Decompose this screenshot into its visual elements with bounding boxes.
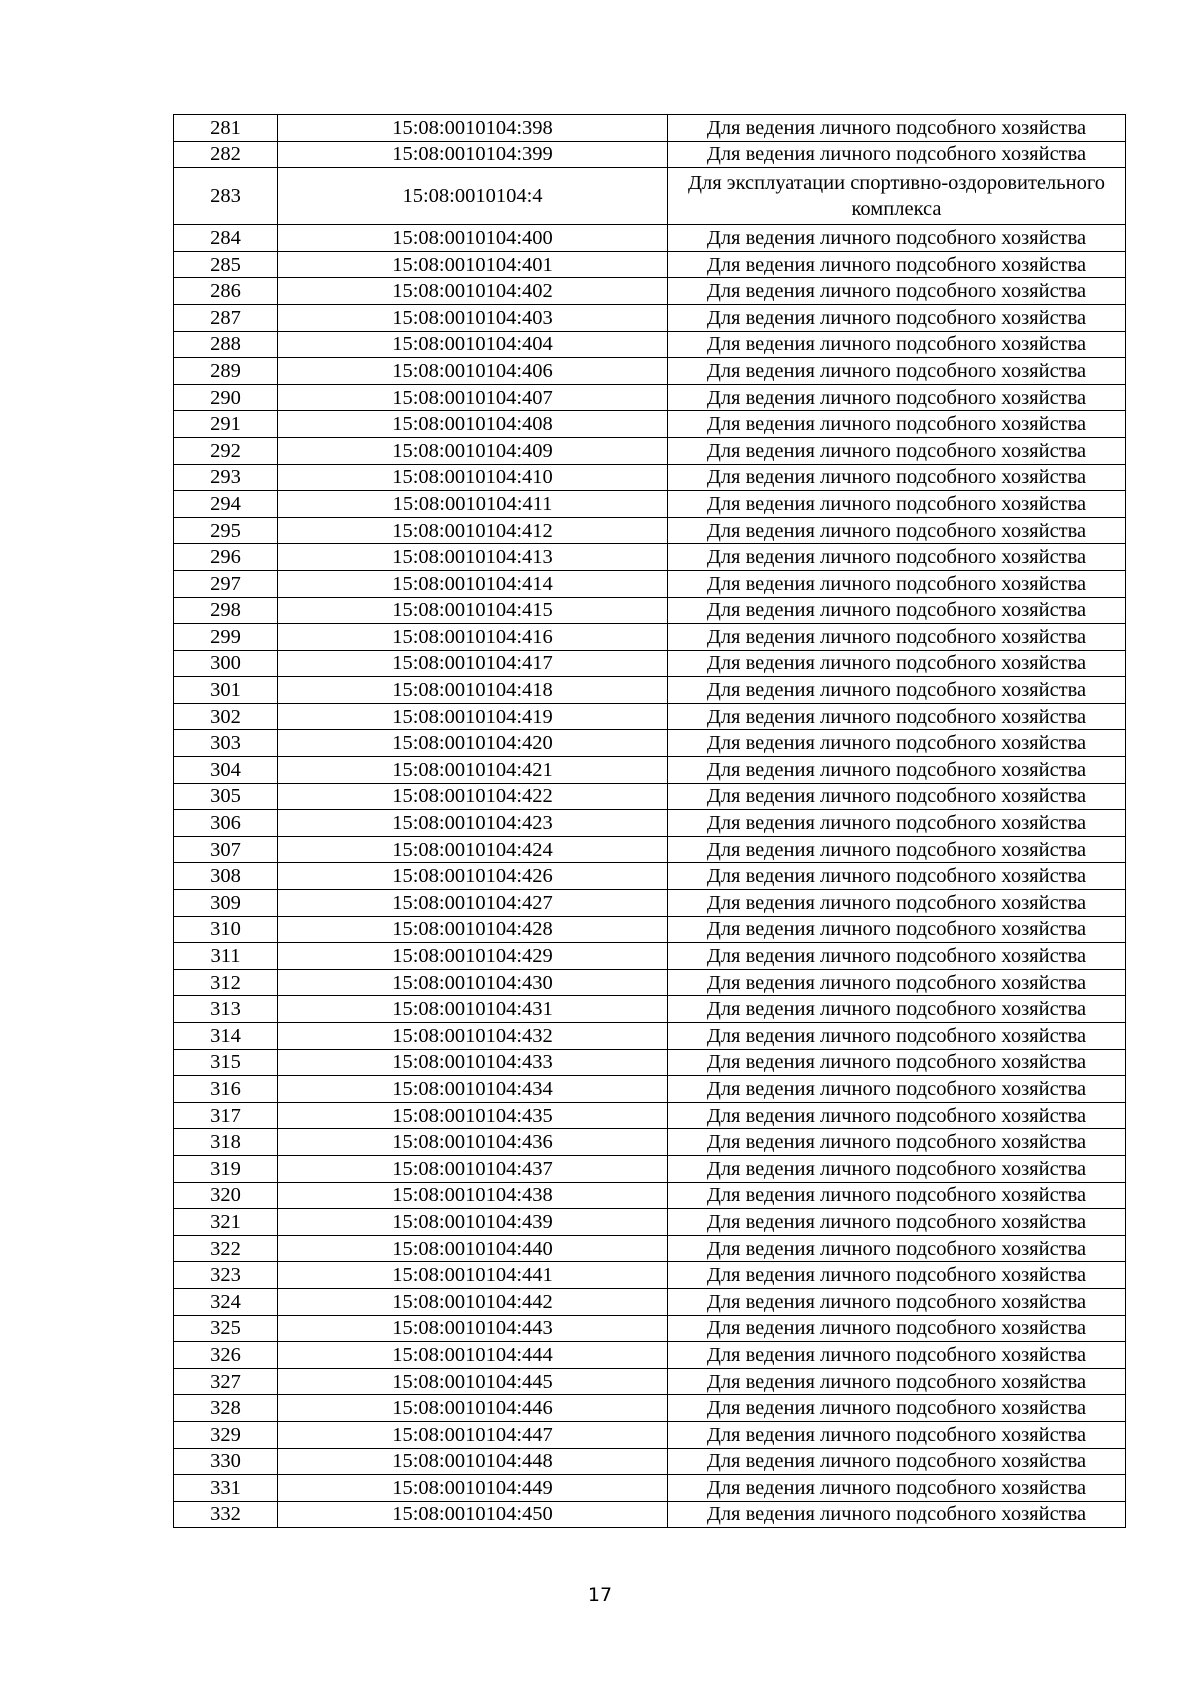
cadastral-number-cell: 15:08:0010104:444 bbox=[278, 1342, 668, 1369]
cadastral-number-cell: 15:08:0010104:415 bbox=[278, 597, 668, 624]
cadastral-number-cell: 15:08:0010104:414 bbox=[278, 570, 668, 597]
land-use-purpose-cell: Для ведения личного подсобного хозяйства bbox=[668, 544, 1126, 571]
land-use-purpose-cell: Для ведения личного подсобного хозяйства bbox=[668, 1076, 1126, 1103]
row-number-cell: 327 bbox=[174, 1368, 278, 1395]
table-row bbox=[174, 491, 1126, 518]
cadastral-number-cell: 15:08:0010104:401 bbox=[278, 251, 668, 278]
land-use-purpose-cell: Для ведения личного подсобного хозяйства bbox=[668, 225, 1126, 252]
land-use-purpose-cell: Для ведения личного подсобного хозяйства bbox=[668, 1182, 1126, 1209]
cadastral-number-cell: 15:08:0010104:416 bbox=[278, 624, 668, 651]
row-number-cell: 303 bbox=[174, 730, 278, 757]
row-number-cell: 329 bbox=[174, 1421, 278, 1448]
table-row bbox=[174, 437, 1126, 464]
row-number-cell: 302 bbox=[174, 703, 278, 730]
table-row bbox=[174, 1155, 1126, 1182]
row-number-cell: 290 bbox=[174, 384, 278, 411]
cadastral-number-cell: 15:08:0010104:436 bbox=[278, 1129, 668, 1156]
land-use-purpose-cell: Для ведения личного подсобного хозяйства bbox=[668, 996, 1126, 1023]
row-number-cell: 289 bbox=[174, 358, 278, 385]
land-use-purpose-cell: Для ведения личного подсобного хозяйства bbox=[668, 730, 1126, 757]
land-use-purpose-cell: Для ведения личного подсобного хозяйства bbox=[668, 1475, 1126, 1502]
land-use-purpose-cell: Для ведения личного подсобного хозяйства bbox=[668, 570, 1126, 597]
row-number-cell: 311 bbox=[174, 943, 278, 970]
land-use-purpose-cell: Для ведения личного подсобного хозяйства bbox=[668, 1235, 1126, 1262]
table-row bbox=[174, 836, 1126, 863]
cadastral-number-cell: 15:08:0010104:447 bbox=[278, 1421, 668, 1448]
cadastral-number-cell: 15:08:0010104:426 bbox=[278, 863, 668, 890]
table-row bbox=[174, 1023, 1126, 1050]
land-use-purpose-cell: Для эксплуатации спортивно-оздоровительного комплекса bbox=[668, 168, 1126, 225]
table-row bbox=[174, 141, 1126, 168]
land-use-purpose-cell: Для ведения личного подсобного хозяйства bbox=[668, 141, 1126, 168]
table-row bbox=[174, 1421, 1126, 1448]
land-use-purpose-cell: Для ведения личного подсобного хозяйства bbox=[668, 1155, 1126, 1182]
table-row bbox=[174, 304, 1126, 331]
row-number-cell: 316 bbox=[174, 1076, 278, 1103]
cadastral-number-cell: 15:08:0010104:403 bbox=[278, 304, 668, 331]
table-row bbox=[174, 278, 1126, 305]
land-use-purpose-cell: Для ведения личного подсобного хозяйства bbox=[668, 384, 1126, 411]
cadastral-number-cell: 15:08:0010104:399 bbox=[278, 141, 668, 168]
row-number-cell: 297 bbox=[174, 570, 278, 597]
row-number-cell: 295 bbox=[174, 517, 278, 544]
cadastral-number-cell: 15:08:0010104:427 bbox=[278, 890, 668, 917]
table-row bbox=[174, 464, 1126, 491]
table-row bbox=[174, 1209, 1126, 1236]
land-use-purpose-cell: Для ведения личного подсобного хозяйства bbox=[668, 969, 1126, 996]
land-use-purpose-cell: Для ведения личного подсобного хозяйства bbox=[668, 1315, 1126, 1342]
land-use-purpose-cell: Для ведения личного подсобного хозяйства bbox=[668, 491, 1126, 518]
cadastral-number-cell: 15:08:0010104:398 bbox=[278, 115, 668, 142]
table-body bbox=[174, 115, 1126, 1528]
table-row bbox=[174, 890, 1126, 917]
row-number-cell: 296 bbox=[174, 544, 278, 571]
land-use-purpose-cell: Для ведения личного подсобного хозяйства bbox=[668, 1288, 1126, 1315]
cadastral-number-cell: 15:08:0010104:440 bbox=[278, 1235, 668, 1262]
land-use-purpose-cell: Для ведения личного подсобного хозяйства bbox=[668, 411, 1126, 438]
row-number-cell: 299 bbox=[174, 624, 278, 651]
row-number-cell: 332 bbox=[174, 1501, 278, 1528]
land-use-purpose-cell: Для ведения личного подсобного хозяйства bbox=[668, 1395, 1126, 1422]
table-row bbox=[174, 650, 1126, 677]
land-use-purpose-cell: Для ведения личного подсобного хозяйства bbox=[668, 1448, 1126, 1475]
land-use-purpose-cell: Для ведения личного подсобного хозяйства bbox=[668, 115, 1126, 142]
table-row bbox=[174, 1448, 1126, 1475]
table-row bbox=[174, 730, 1126, 757]
cadastral-number-cell: 15:08:0010104:441 bbox=[278, 1262, 668, 1289]
land-use-purpose-cell: Для ведения личного подсобного хозяйства bbox=[668, 304, 1126, 331]
table-row bbox=[174, 969, 1126, 996]
table-row bbox=[174, 570, 1126, 597]
table-row bbox=[174, 916, 1126, 943]
row-number-cell: 315 bbox=[174, 1049, 278, 1076]
table-row bbox=[174, 358, 1126, 385]
row-number-cell: 331 bbox=[174, 1475, 278, 1502]
cadastral-number-cell: 15:08:0010104:409 bbox=[278, 437, 668, 464]
cadastral-number-cell: 15:08:0010104:413 bbox=[278, 544, 668, 571]
land-use-purpose-cell: Для ведения личного подсобного хозяйства bbox=[668, 358, 1126, 385]
cadastral-number-cell: 15:08:0010104:400 bbox=[278, 225, 668, 252]
land-use-purpose-cell: Для ведения личного подсобного хозяйства bbox=[668, 703, 1126, 730]
table-row bbox=[174, 331, 1126, 358]
cadastral-number-cell: 15:08:0010104:424 bbox=[278, 836, 668, 863]
cadastral-number-cell: 15:08:0010104:410 bbox=[278, 464, 668, 491]
page-number: 17 bbox=[587, 1584, 613, 1606]
row-number-cell: 292 bbox=[174, 437, 278, 464]
land-use-purpose-cell: Для ведения личного подсобного хозяйства bbox=[668, 650, 1126, 677]
row-number-cell: 326 bbox=[174, 1342, 278, 1369]
table-row bbox=[174, 1288, 1126, 1315]
cadastral-number-cell: 15:08:0010104:412 bbox=[278, 517, 668, 544]
table-row bbox=[174, 1501, 1126, 1528]
cadastral-number-cell: 15:08:0010104:448 bbox=[278, 1448, 668, 1475]
row-number-cell: 293 bbox=[174, 464, 278, 491]
cadastral-number-cell: 15:08:0010104:429 bbox=[278, 943, 668, 970]
cadastral-number-cell: 15:08:0010104:420 bbox=[278, 730, 668, 757]
table-row bbox=[174, 757, 1126, 784]
cadastral-number-cell: 15:08:0010104:450 bbox=[278, 1501, 668, 1528]
cadastral-number-cell: 15:08:0010104:431 bbox=[278, 996, 668, 1023]
table-row bbox=[174, 1049, 1126, 1076]
row-number-cell: 328 bbox=[174, 1395, 278, 1422]
row-number-cell: 325 bbox=[174, 1315, 278, 1342]
row-number-cell: 318 bbox=[174, 1129, 278, 1156]
cadastral-number-cell: 15:08:0010104:422 bbox=[278, 783, 668, 810]
cadastral-number-cell: 15:08:0010104:408 bbox=[278, 411, 668, 438]
cadastral-number-cell: 15:08:0010104:406 bbox=[278, 358, 668, 385]
cadastral-number-cell: 15:08:0010104:404 bbox=[278, 331, 668, 358]
table-row bbox=[174, 1235, 1126, 1262]
cadastral-number-cell: 15:08:0010104:435 bbox=[278, 1102, 668, 1129]
table-row bbox=[174, 384, 1126, 411]
table-row bbox=[174, 1182, 1126, 1209]
cadastral-number-cell: 15:08:0010104:442 bbox=[278, 1288, 668, 1315]
cadastral-number-cell: 15:08:0010104:434 bbox=[278, 1076, 668, 1103]
row-number-cell: 282 bbox=[174, 141, 278, 168]
row-number-cell: 300 bbox=[174, 650, 278, 677]
cadastral-number-cell: 15:08:0010104:411 bbox=[278, 491, 668, 518]
row-number-cell: 324 bbox=[174, 1288, 278, 1315]
row-number-cell: 322 bbox=[174, 1235, 278, 1262]
land-use-purpose-cell: Для ведения личного подсобного хозяйства bbox=[668, 836, 1126, 863]
row-number-cell: 281 bbox=[174, 115, 278, 142]
row-number-cell: 306 bbox=[174, 810, 278, 837]
cadastral-number-cell: 15:08:0010104:402 bbox=[278, 278, 668, 305]
row-number-cell: 283 bbox=[174, 168, 278, 225]
land-use-purpose-cell: Для ведения личного подсобного хозяйства bbox=[668, 890, 1126, 917]
table-row bbox=[174, 225, 1126, 252]
table-row bbox=[174, 544, 1126, 571]
land-use-purpose-cell: Для ведения личного подсобного хозяйства bbox=[668, 783, 1126, 810]
table-row bbox=[174, 517, 1126, 544]
cadastral-number-cell: 15:08:0010104:4 bbox=[278, 168, 668, 225]
land-use-purpose-cell: Для ведения личного подсобного хозяйства bbox=[668, 1342, 1126, 1369]
table-row bbox=[174, 411, 1126, 438]
land-use-purpose-cell: Для ведения личного подсобного хозяйства bbox=[668, 331, 1126, 358]
row-number-cell: 313 bbox=[174, 996, 278, 1023]
table-row bbox=[174, 168, 1126, 225]
land-use-purpose-cell: Для ведения личного подсобного хозяйства bbox=[668, 1262, 1126, 1289]
land-use-purpose-cell: Для ведения личного подсобного хозяйства bbox=[668, 677, 1126, 704]
row-number-cell: 317 bbox=[174, 1102, 278, 1129]
land-use-purpose-cell: Для ведения личного подсобного хозяйства bbox=[668, 1501, 1126, 1528]
cadastral-number-cell: 15:08:0010104:449 bbox=[278, 1475, 668, 1502]
table-row bbox=[174, 1262, 1126, 1289]
row-number-cell: 312 bbox=[174, 969, 278, 996]
land-use-purpose-cell: Для ведения личного подсобного хозяйства bbox=[668, 1049, 1126, 1076]
table-row bbox=[174, 703, 1126, 730]
table-row bbox=[174, 1102, 1126, 1129]
table-row bbox=[174, 115, 1126, 142]
table-row bbox=[174, 1395, 1126, 1422]
land-use-purpose-cell: Для ведения личного подсобного хозяйства bbox=[668, 251, 1126, 278]
row-number-cell: 310 bbox=[174, 916, 278, 943]
row-number-cell: 284 bbox=[174, 225, 278, 252]
table-row bbox=[174, 1342, 1126, 1369]
cadastral-number-cell: 15:08:0010104:430 bbox=[278, 969, 668, 996]
land-use-purpose-cell: Для ведения личного подсобного хозяйства bbox=[668, 278, 1126, 305]
table-row bbox=[174, 1315, 1126, 1342]
land-use-purpose-cell: Для ведения личного подсобного хозяйства bbox=[668, 464, 1126, 491]
row-number-cell: 320 bbox=[174, 1182, 278, 1209]
table-row bbox=[174, 996, 1126, 1023]
table-row bbox=[174, 251, 1126, 278]
row-number-cell: 288 bbox=[174, 331, 278, 358]
row-number-cell: 308 bbox=[174, 863, 278, 890]
cadastral-number-cell: 15:08:0010104:423 bbox=[278, 810, 668, 837]
cadastral-number-cell: 15:08:0010104:419 bbox=[278, 703, 668, 730]
table-row bbox=[174, 1368, 1126, 1395]
table-row bbox=[174, 1129, 1126, 1156]
row-number-cell: 301 bbox=[174, 677, 278, 704]
table-row bbox=[174, 624, 1126, 651]
row-number-cell: 319 bbox=[174, 1155, 278, 1182]
row-number-cell: 305 bbox=[174, 783, 278, 810]
land-use-purpose-cell: Для ведения личного подсобного хозяйства bbox=[668, 437, 1126, 464]
cadastral-number-cell: 15:08:0010104:446 bbox=[278, 1395, 668, 1422]
row-number-cell: 307 bbox=[174, 836, 278, 863]
cadastral-number-cell: 15:08:0010104:437 bbox=[278, 1155, 668, 1182]
land-use-purpose-cell: Для ведения личного подсобного хозяйства bbox=[668, 517, 1126, 544]
table-row bbox=[174, 677, 1126, 704]
land-use-purpose-cell: Для ведения личного подсобного хозяйства bbox=[668, 810, 1126, 837]
table-row bbox=[174, 1475, 1126, 1502]
land-use-purpose-cell: Для ведения личного подсобного хозяйства bbox=[668, 1209, 1126, 1236]
table-row bbox=[174, 1076, 1126, 1103]
cadastral-number-cell: 15:08:0010104:432 bbox=[278, 1023, 668, 1050]
land-use-purpose-cell: Для ведения личного подсобного хозяйства bbox=[668, 1023, 1126, 1050]
land-use-purpose-cell: Для ведения личного подсобного хозяйства bbox=[668, 597, 1126, 624]
cadastral-number-cell: 15:08:0010104:418 bbox=[278, 677, 668, 704]
row-number-cell: 323 bbox=[174, 1262, 278, 1289]
cadastral-number-cell: 15:08:0010104:417 bbox=[278, 650, 668, 677]
cadastral-number-cell: 15:08:0010104:428 bbox=[278, 916, 668, 943]
cadastral-number-cell: 15:08:0010104:443 bbox=[278, 1315, 668, 1342]
land-plots-table bbox=[173, 114, 1126, 1528]
table-row bbox=[174, 597, 1126, 624]
row-number-cell: 304 bbox=[174, 757, 278, 784]
table-row bbox=[174, 810, 1126, 837]
row-number-cell: 285 bbox=[174, 251, 278, 278]
land-use-purpose-cell: Для ведения личного подсобного хозяйства bbox=[668, 943, 1126, 970]
row-number-cell: 298 bbox=[174, 597, 278, 624]
land-use-purpose-cell: Для ведения личного подсобного хозяйства bbox=[668, 1368, 1126, 1395]
row-number-cell: 321 bbox=[174, 1209, 278, 1236]
row-number-cell: 309 bbox=[174, 890, 278, 917]
table-row bbox=[174, 783, 1126, 810]
row-number-cell: 286 bbox=[174, 278, 278, 305]
row-number-cell: 330 bbox=[174, 1448, 278, 1475]
land-use-purpose-cell: Для ведения личного подсобного хозяйства bbox=[668, 1129, 1126, 1156]
cadastral-number-cell: 15:08:0010104:407 bbox=[278, 384, 668, 411]
table-row bbox=[174, 943, 1126, 970]
land-use-purpose-cell: Для ведения личного подсобного хозяйства bbox=[668, 863, 1126, 890]
row-number-cell: 287 bbox=[174, 304, 278, 331]
land-use-purpose-cell: Для ведения личного подсобного хозяйства bbox=[668, 1102, 1126, 1129]
cadastral-number-cell: 15:08:0010104:438 bbox=[278, 1182, 668, 1209]
land-use-purpose-cell: Для ведения личного подсобного хозяйства bbox=[668, 757, 1126, 784]
cadastral-number-cell: 15:08:0010104:421 bbox=[278, 757, 668, 784]
row-number-cell: 294 bbox=[174, 491, 278, 518]
cadastral-number-cell: 15:08:0010104:433 bbox=[278, 1049, 668, 1076]
cadastral-number-cell: 15:08:0010104:445 bbox=[278, 1368, 668, 1395]
cadastral-number-cell: 15:08:0010104:439 bbox=[278, 1209, 668, 1236]
row-number-cell: 314 bbox=[174, 1023, 278, 1050]
land-use-purpose-cell: Для ведения личного подсобного хозяйства bbox=[668, 916, 1126, 943]
table-row bbox=[174, 863, 1126, 890]
row-number-cell: 291 bbox=[174, 411, 278, 438]
land-use-purpose-cell: Для ведения личного подсобного хозяйства bbox=[668, 1421, 1126, 1448]
land-use-purpose-cell: Для ведения личного подсобного хозяйства bbox=[668, 624, 1126, 651]
